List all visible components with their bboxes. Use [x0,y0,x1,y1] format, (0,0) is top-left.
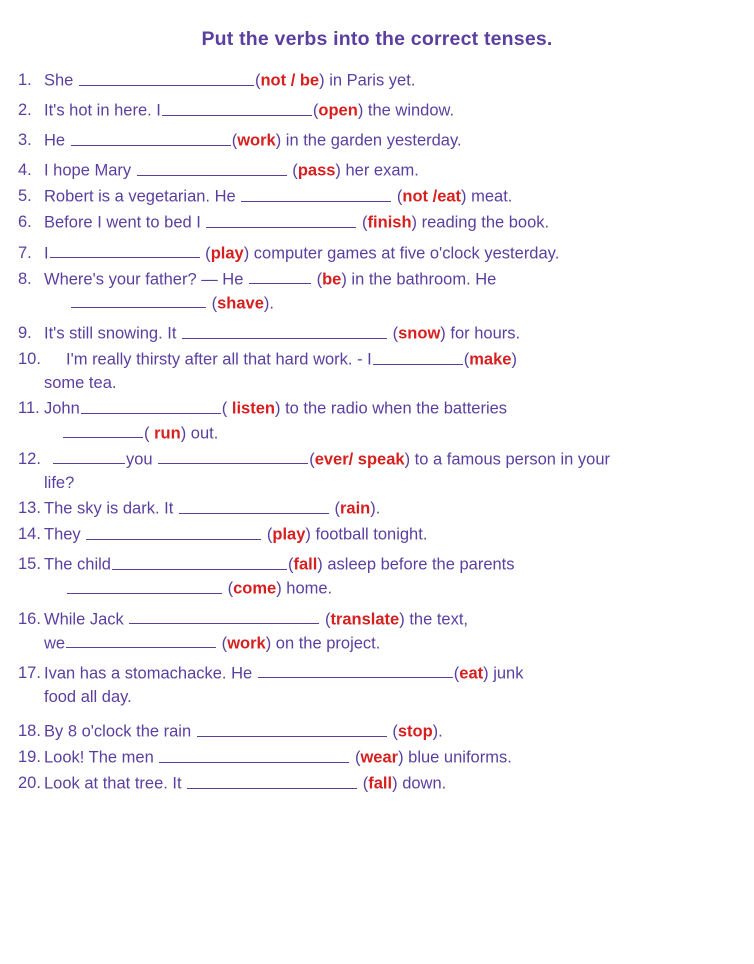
sentence-fragment: food all day. [44,687,132,706]
exercise-number: 8. [18,269,32,288]
verb-prompt: come [233,580,277,599]
sentence-fragment: ( [309,450,315,469]
exercise-text [44,242,736,266]
exercise-number: 3. [18,131,32,150]
exercise-item [18,553,736,601]
exercise-text [44,720,736,744]
answer-blank[interactable] [53,448,125,465]
exercise-number: 5. [18,187,32,206]
sentence-fragment: ) to the radio when the batteries [274,400,508,419]
exercise-text [44,448,736,496]
exercise-text [44,523,736,547]
verb-prompt: work [237,131,276,150]
verb-prompt: pass [297,161,336,180]
exercise-item [18,772,736,796]
exercise-text [44,348,736,396]
sentence-fragment: ( [350,749,361,767]
answer-blank[interactable] [241,185,391,202]
sentence-fragment: some tea. [44,374,117,393]
exercise-item [18,159,736,183]
sentence-fragment: The sky is dark. It [44,499,178,518]
answer-blank[interactable] [112,553,287,570]
verb-prompt: ever/ speak [314,450,405,469]
exercise-text [44,662,736,710]
sentence-fragment: ) in the garden yesterday. [275,131,462,150]
sentence-fragment: It's hot in here. I [44,101,161,120]
exercise-text [44,99,736,123]
exercise-item [18,129,736,153]
answer-blank[interactable] [197,720,387,737]
exercise-text [44,159,736,183]
sentence-fragment: ( [392,188,403,207]
sentence-fragment: ( [231,131,238,150]
sentence-fragment: ) down. [392,775,447,794]
exercise-item [18,211,736,235]
sentence-fragment: ). [370,499,381,518]
verb-prompt: fall [293,556,318,575]
answer-blank[interactable] [159,746,349,763]
sentence-fragment: ( [387,722,398,741]
sentence-fragment: we [44,634,66,653]
exercise-item [18,242,736,266]
sentence-fragment: ( [254,71,261,90]
sentence-fragment: ( [223,580,234,599]
exercise-text [44,553,736,601]
sentence-fragment: Ivan has a stomachacke. He [44,664,257,683]
sentence-fragment: ( [207,294,218,313]
answer-blank[interactable] [86,523,261,540]
answer-blank[interactable] [81,397,221,414]
sentence-fragment: ( [463,350,470,369]
exercise-text [44,608,736,656]
exercise-text [44,268,736,316]
exercise-item [18,69,736,93]
exercise-number: 1. [18,71,32,89]
verb-prompt: be [322,270,342,289]
sentence-fragment: Robert is a vegetarian. He [44,188,241,207]
exercise-item [18,720,736,744]
exercise-number: 4. [18,161,32,180]
exercise-item [18,322,736,346]
answer-blank[interactable] [129,608,319,625]
sentence-fragment: ) reading the book. [411,214,550,233]
verb-prompt: make [469,350,512,369]
exercise-item [18,497,736,521]
sentence-fragment: ) the text, [399,610,469,629]
sentence-fragment: ( [221,400,232,419]
sentence-fragment: ) on the project. [265,634,381,653]
exercise-number: 16. [18,609,41,628]
sentence-fragment: ( [388,324,399,343]
answer-blank[interactable] [179,497,329,514]
verb-prompt: work [227,634,266,653]
exercise-number: 11. [18,399,40,418]
exercise-text [44,69,736,93]
answer-blank[interactable] [79,69,254,86]
sentence-fragment: The child [44,556,111,575]
answer-blank[interactable] [63,422,143,439]
exercise-number: 9. [18,323,32,342]
answer-blank[interactable] [182,322,387,339]
sentence-fragment: She [44,71,78,90]
answer-blank[interactable] [50,242,200,259]
sentence-fragment: I'm really thirsty after all that hard work. - I [66,350,372,369]
exercise-number: 18. [18,722,41,741]
verb-prompt: not / be [260,71,320,90]
sentence-fragment: ( [287,161,298,180]
exercise-item [18,662,736,710]
exercise-item [18,523,736,547]
sentence-fragment: Before I went to bed I [44,214,206,233]
exercise-number: 13. [18,499,41,518]
exercise-number: 7. [18,243,32,262]
sentence-fragment: life? [44,473,75,492]
exercise-item [18,448,736,496]
sentence-fragment: I hope Mary [44,161,136,180]
sentence-fragment: ( [262,525,273,544]
sentence-fragment: ( [357,214,368,233]
exercise-number: 12. [18,449,41,468]
sentence-fragment: Look! The men [44,749,159,767]
sentence-fragment: ) blue uniforms. [398,749,512,767]
exercise-text [44,211,736,235]
sentence-fragment: ) the window. [357,101,455,120]
sentence-fragment: ( [320,610,331,629]
verb-prompt: wear [360,749,399,767]
exercise-number: 2. [18,101,32,120]
verb-prompt: translate [330,610,400,629]
exercise-text [44,129,736,153]
sentence-fragment: ) home. [276,580,333,599]
sentence-fragment: ) [511,350,517,369]
answer-blank[interactable] [71,129,231,146]
sentence-fragment: ) meat. [461,188,513,207]
exercise-number: 19. [18,748,41,767]
answer-blank[interactable] [67,577,222,594]
answer-blank[interactable] [187,772,357,789]
exercise-number: 20. [18,774,41,793]
verb-prompt: eat [459,664,484,683]
answer-blank[interactable] [71,292,206,309]
sentence-fragment: ) to a famous person in your [404,450,611,469]
verb-prompt: shave [217,294,264,313]
exercise-text [44,772,736,796]
verb-prompt: run [154,424,181,443]
sentence-fragment: While Jack [44,610,129,629]
answer-blank[interactable] [162,99,312,116]
sentence-fragment: you [126,450,158,469]
sentence-fragment: He [44,131,70,150]
answer-blank[interactable] [206,211,356,228]
verb-prompt: stop [397,722,433,741]
sentence-fragment: By 8 o'clock the rain [44,722,196,741]
exercise-number: 14. [18,525,41,544]
verb-prompt: open [318,101,358,120]
exercise-item [18,185,736,209]
exercise-item [18,397,736,445]
exercise-item [18,348,736,396]
exercise-item [18,746,736,770]
sentence-fragment: John [44,400,80,419]
answer-blank[interactable] [66,632,216,649]
sentence-fragment: ( [358,775,369,794]
page-title: Put the verbs into the correct tenses. [201,28,553,50]
sentence-fragment: ) in the bathroom. He [341,270,497,289]
sentence-fragment: ) computer games at five o'clock yesterday. [243,244,560,263]
verb-prompt: play [210,244,244,263]
sentence-fragment: ) junk [483,664,524,683]
answer-blank[interactable] [249,268,311,285]
sentence-fragment: ( [329,499,340,518]
sentence-fragment: ) asleep before the parents [317,556,515,575]
verb-prompt: finish [367,214,412,233]
sentence-fragment: ( [144,424,155,443]
exercise-item [18,268,736,316]
sentence-fragment: ) in Paris yet. [319,71,416,90]
sentence-fragment: ) out. [180,424,219,443]
verb-prompt: rain [339,499,371,518]
exercise-text [44,397,736,445]
sentence-fragment: ). [263,294,274,313]
answer-blank[interactable] [373,348,463,365]
exercise-number: 15. [18,555,41,574]
verb-prompt: snow [398,324,441,343]
exercise-text [44,497,736,521]
answer-blank[interactable] [158,448,308,465]
sentence-fragment: ( [217,634,228,653]
verb-prompt: listen [231,400,275,419]
sentence-fragment: ). [432,722,443,741]
verb-prompt: not /eat [402,188,462,207]
exercise-text [44,746,736,770]
verb-prompt: fall [368,775,393,794]
answer-blank[interactable] [137,159,287,176]
sentence-fragment: ) her exam. [335,161,419,180]
sentence-fragment: ) for hours. [440,324,521,343]
sentence-fragment: ( [312,101,319,120]
exercise-number: 17. [18,663,41,682]
sentence-fragment: ) football tonight. [305,525,428,544]
answer-blank[interactable] [258,662,453,679]
sentence-fragment: ( [200,244,211,263]
verb-prompt: play [272,525,306,544]
exercise-item [18,99,736,123]
sentence-fragment: ( [287,556,294,575]
sentence-fragment: ( [453,664,460,683]
sentence-fragment: It's still snowing. It [44,324,182,343]
sentence-fragment: They [44,525,86,544]
exercise-number: 10. [18,349,41,368]
sentence-fragment: Look at that tree. It [44,775,187,794]
sentence-fragment: ( [311,270,323,289]
exercise-list [18,69,736,797]
exercise-number: 6. [18,213,32,232]
exercise-text [44,322,736,346]
exercise-item [18,608,736,656]
exercise-text [44,185,736,209]
sentence-fragment: I [44,244,49,263]
sentence-fragment: Where's your father? — He [44,270,248,289]
